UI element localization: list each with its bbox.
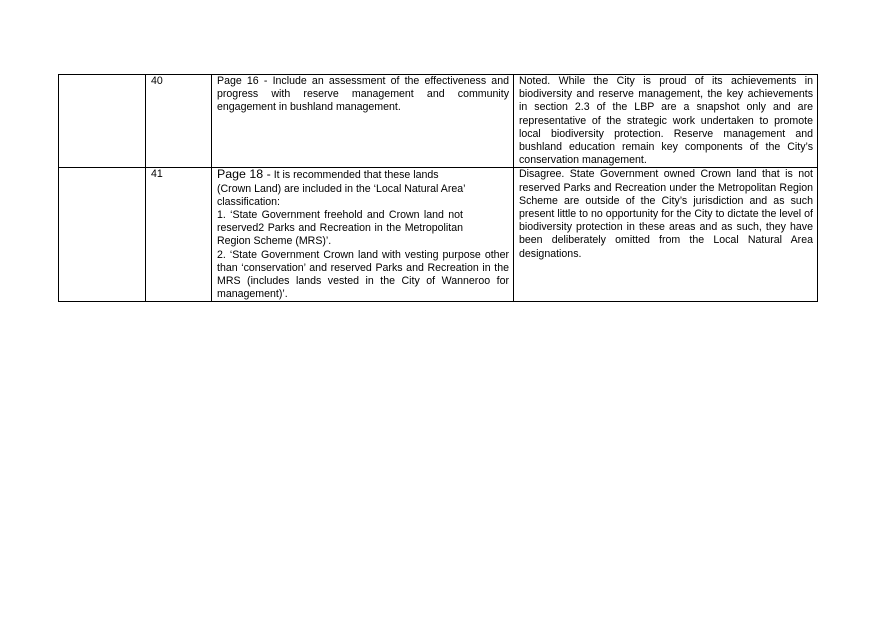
comment-intro (217, 168, 467, 209)
blank-cell (59, 168, 146, 302)
city-response: Noted. While the City is proud of its achievements in biodiversity and reserve management, the key achievements in section 2.3 of the LBP are a snapshot only and are representative of the strategic work undertaken to promote local biodiversity protection. Reserve management and bushland education remain key components of the City’s conservation management. (514, 75, 818, 168)
table-row (59, 168, 818, 302)
table-row (59, 75, 818, 168)
submission-number: 40 (146, 75, 212, 168)
blank-cell (59, 75, 146, 168)
comment-text: Include an assessment of the effectiveness and progress with reserve management and community engagement in bushland management. (217, 75, 509, 114)
submission-comment (212, 168, 514, 302)
city-response: Disagree. State Government owned Crown land that is not reserved Parks and Recreation under the Metropolitan Region Scheme are outside of the City’s jurisdiction and as such present little to no opportunity for the City to dictate the level of biodiversity protection in these areas and as such, they have been deliberately omitted from the Local Natural Area designations. (514, 168, 818, 302)
comment-item: 1. ‘State Government freehold and Crown land not reserved2 Parks and Recreation in the Metropolitan Region Scheme (MRS)’. (217, 209, 463, 248)
submission-number: 41 (146, 168, 212, 302)
comment-item: 2. ‘State Government Crown land with vesting purpose other than ‘conservation’ and reserved Parks and Recreation in the MRS (includes lands vested in the City of Wanneroo for management)’. (217, 248, 509, 301)
submissions-table (58, 74, 818, 302)
comment-text: It is recommended that these lands (Crown Land) are included in the ‘Local Natural Area’ classification: (217, 169, 466, 208)
page-reference: Page 16 - (217, 75, 268, 87)
page-reference: Page 18 - (217, 167, 271, 182)
submission-comment (212, 75, 514, 168)
